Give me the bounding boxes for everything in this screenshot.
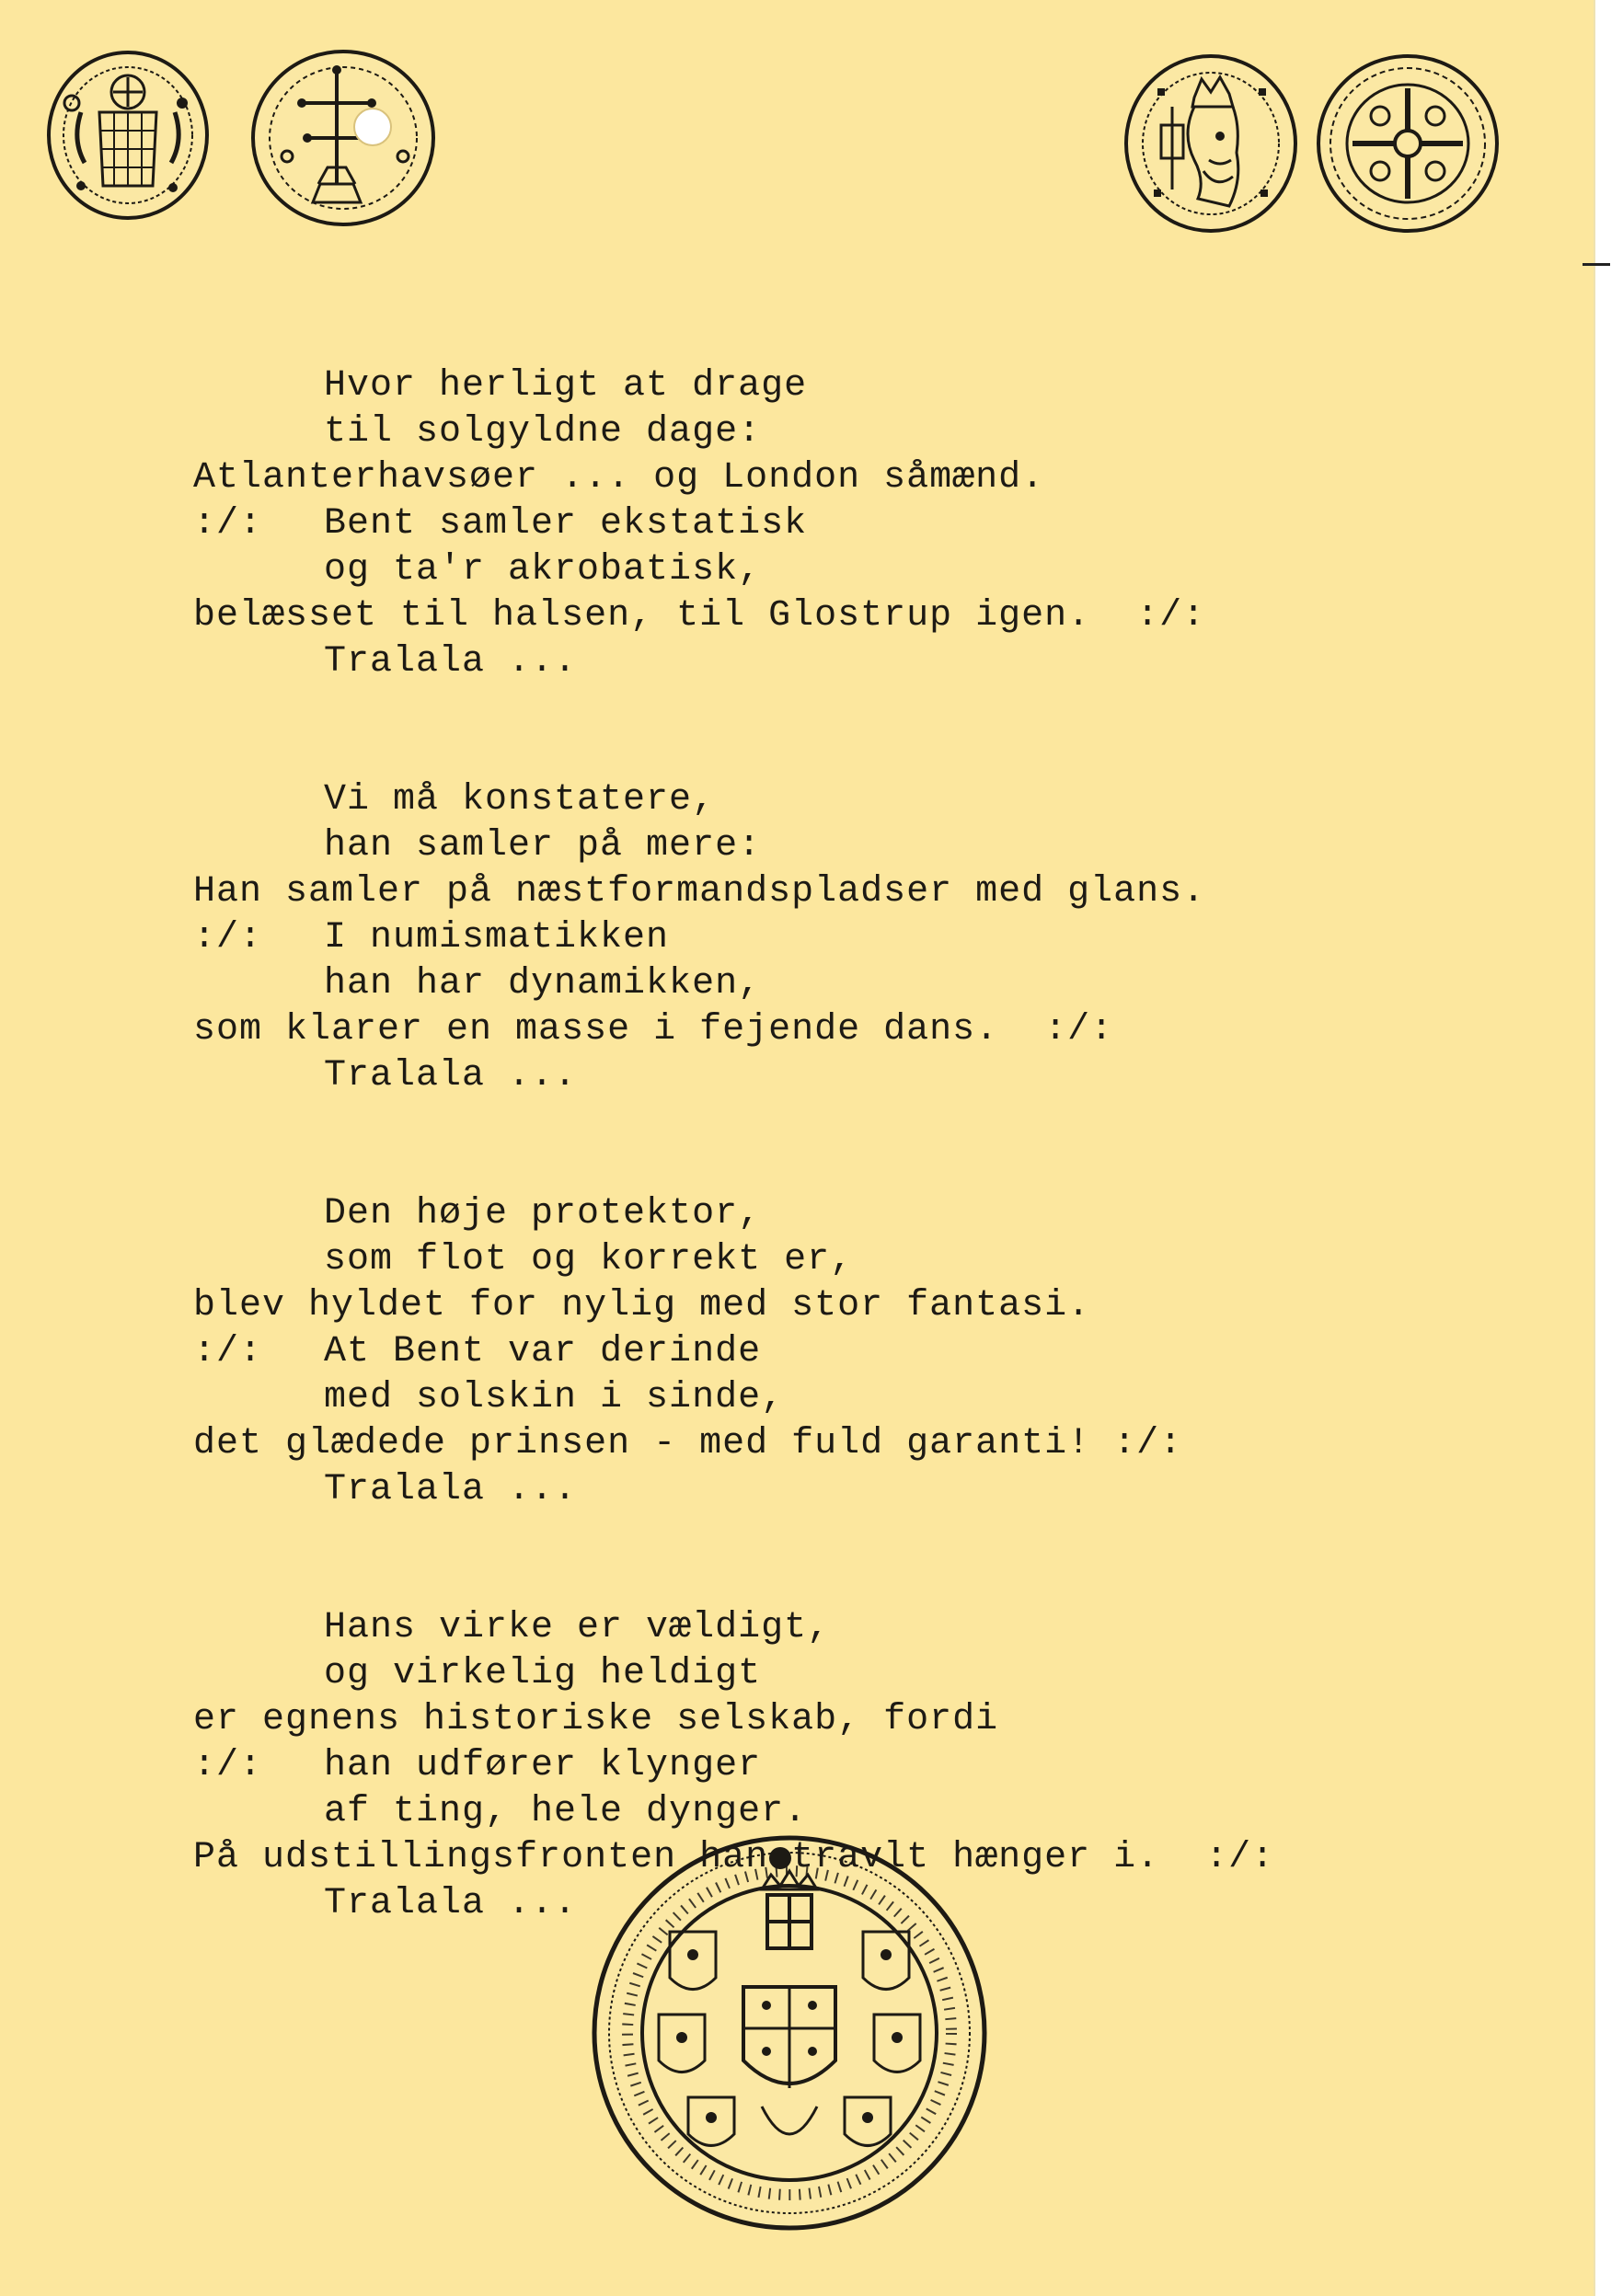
verse-line: og ta'r akrobatisk, bbox=[324, 549, 762, 591]
verse-line: Hans virke er vældigt, bbox=[324, 1607, 831, 1648]
verse-line-text: I numismatikken bbox=[324, 917, 670, 959]
verse-line: det glædede prinsen - med fuld garanti! :/: bbox=[193, 1423, 1183, 1464]
repeat-line bbox=[193, 915, 1389, 961]
edge-mark bbox=[1583, 263, 1610, 266]
verse-line: Hvor herligt at drage bbox=[324, 365, 808, 407]
repeat-line bbox=[193, 1329, 1389, 1375]
verse-line: som flot og korrekt er, bbox=[324, 1239, 854, 1280]
coin-king-portrait-icon bbox=[1121, 52, 1301, 235]
refrain-line: Tralala ... bbox=[324, 1469, 578, 1510]
verse-line: Den høje protektor, bbox=[324, 1193, 762, 1234]
verse-line: belæsset til halsen, til Glostrup igen. :/: bbox=[193, 595, 1206, 637]
verse-line: og virkelig heldigt bbox=[324, 1653, 762, 1694]
verse-4 bbox=[193, 1605, 1389, 1927]
verse-line: Han samler på næstformandspladser med glans. bbox=[193, 871, 1206, 913]
verse-line-text: han udfører klynger bbox=[324, 1745, 762, 1786]
verse-line-text: At Bent var derinde bbox=[324, 1331, 762, 1372]
verse-line-text: Bent samler ekstatisk bbox=[324, 503, 808, 545]
verse-line: Vi må konstatere, bbox=[324, 779, 716, 821]
verse-line: er egnens historiske selskab, fordi bbox=[193, 1699, 999, 1740]
verse-line: Atlanterhavsøer ... og London såmænd. bbox=[193, 457, 1045, 499]
verse-line: han har dynamikken, bbox=[324, 963, 762, 1004]
repeat-mark: :/: bbox=[193, 1331, 263, 1372]
verse-line: til solgyldne dage: bbox=[324, 411, 762, 453]
refrain-line: Tralala ... bbox=[324, 1055, 578, 1096]
repeat-mark: :/: bbox=[193, 1745, 263, 1786]
repeat-mark: :/: bbox=[193, 503, 263, 545]
verse-line: som klarer en masse i fejende dans. :/: bbox=[193, 1009, 1114, 1050]
song-text bbox=[193, 363, 1389, 2019]
verse-3 bbox=[193, 1191, 1389, 1513]
repeat-mark: :/: bbox=[193, 917, 263, 959]
verse-line: af ting, hele dynger. bbox=[324, 1791, 808, 1832]
coin-figure-icon bbox=[44, 48, 212, 223]
verse-2 bbox=[193, 777, 1389, 1099]
refrain-line: Tralala ... bbox=[324, 1883, 578, 1924]
verse-line: På udstillingsfronten han travlt hænger i. :/: bbox=[193, 1837, 1275, 1878]
repeat-line bbox=[193, 1743, 1389, 1789]
verse-line: han samler på mere: bbox=[324, 825, 762, 867]
repeat-line bbox=[193, 501, 1389, 547]
verse-line: med solskin i sinde, bbox=[324, 1377, 785, 1418]
verse-1 bbox=[193, 363, 1389, 685]
refrain-line: Tralala ... bbox=[324, 641, 578, 683]
verse-line: blev hyldet for nylig med stor fantasi. bbox=[193, 1285, 1091, 1326]
coin-cross-reverse-icon bbox=[1314, 52, 1502, 235]
coin-cross-icon bbox=[248, 46, 438, 230]
